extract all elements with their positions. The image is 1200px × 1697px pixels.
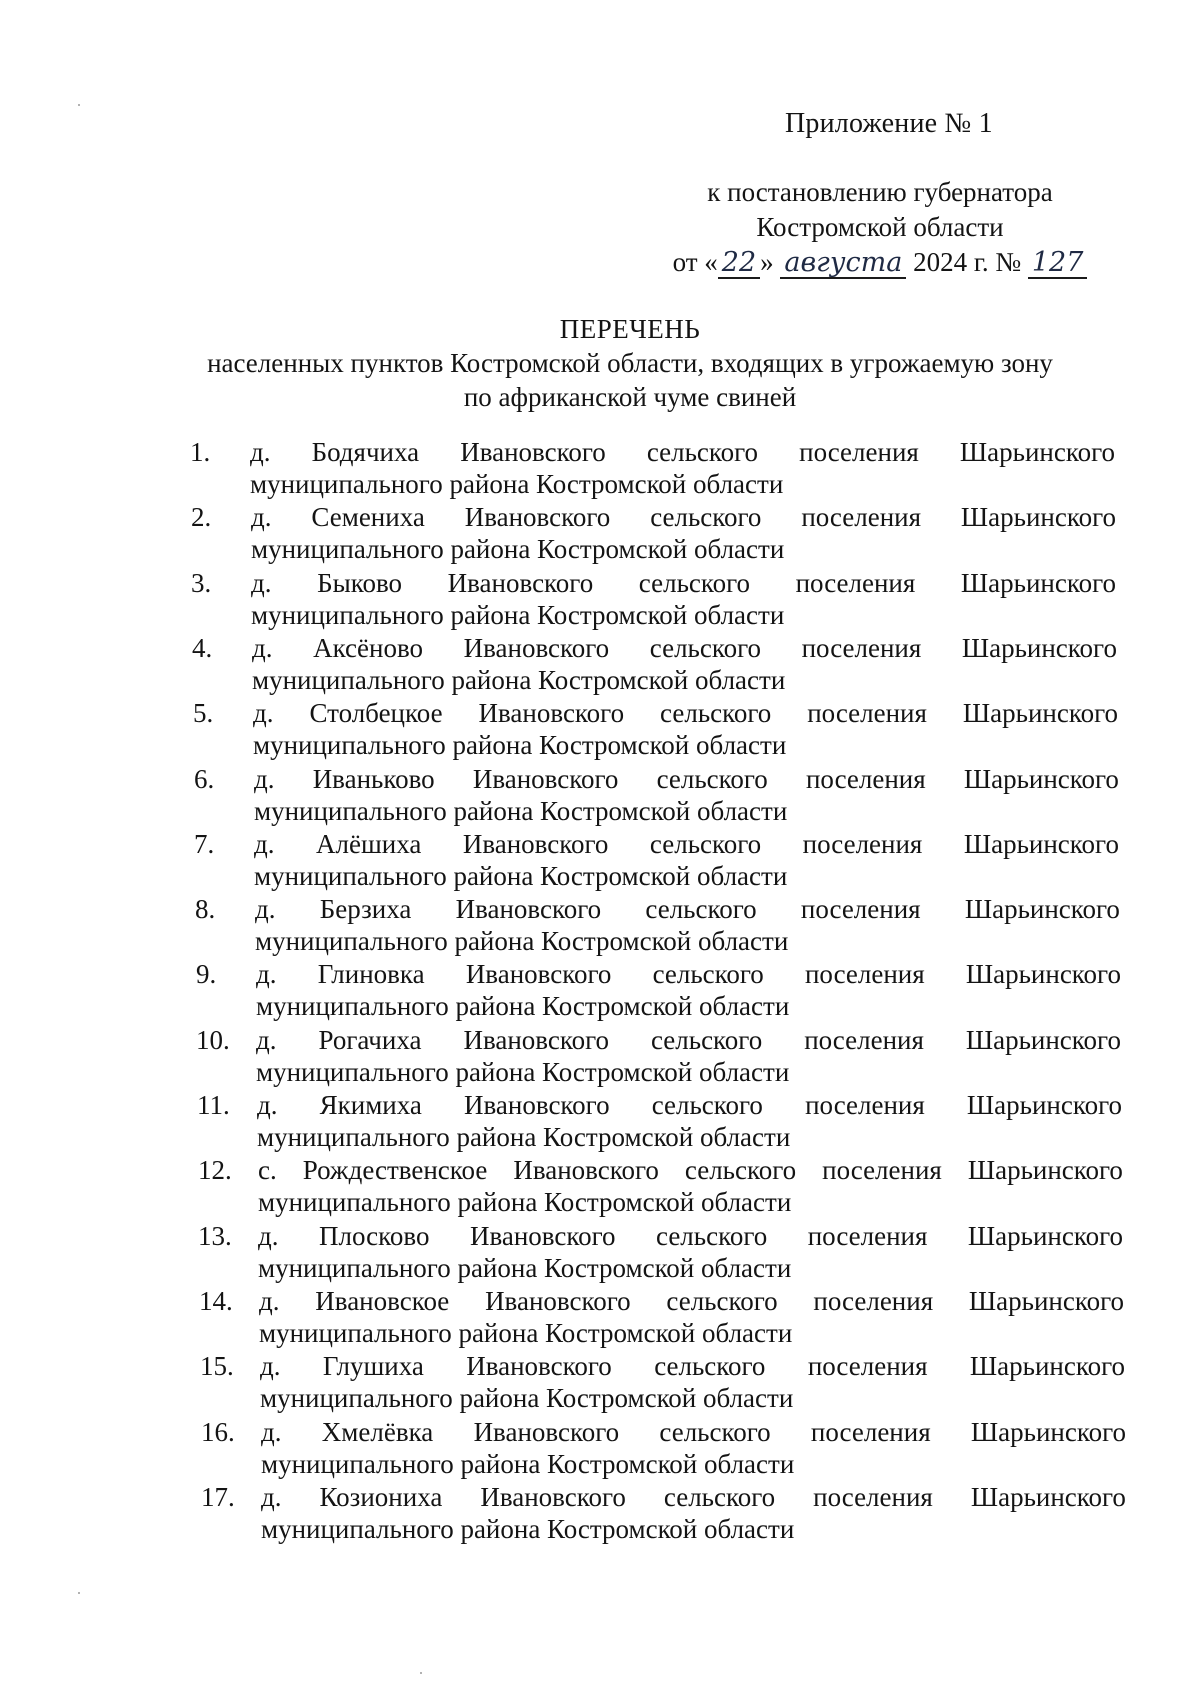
word: д. (257, 1090, 278, 1120)
word: поселения (804, 1025, 924, 1055)
list-item-text-line-2: муниципального района Костромской области (256, 1057, 790, 1087)
list-item-text-line-1 (250, 436, 1115, 469)
word: Глушиха (322, 1351, 424, 1381)
word: Шарьинского (966, 1090, 1122, 1120)
word: Аксёново (313, 633, 424, 663)
word: поселения (807, 698, 927, 728)
word: д. (251, 568, 272, 598)
word: Якимиха (319, 1090, 422, 1120)
word: Шарьинского (964, 894, 1120, 924)
list-item-text-line-1 (252, 632, 1117, 665)
word: Шарьинского (963, 829, 1119, 859)
list-item-text-line-2: муниципального района Костромской области (250, 469, 784, 499)
word: Шарьинского (969, 1351, 1125, 1381)
word: Рождественское (302, 1155, 488, 1185)
word: Шарьинского (959, 437, 1115, 467)
word: поселения (805, 1090, 925, 1120)
list-item-number: 14. (199, 1286, 233, 1316)
scan-artifact (78, 1592, 80, 1594)
word: Козиониха (319, 1482, 443, 1512)
date-day-handwritten: 22 (718, 249, 760, 279)
word: поселения (810, 1417, 931, 1447)
word: Ивановского (463, 1025, 609, 1055)
word: поселения (813, 1286, 934, 1316)
list-item-text-line-2: муниципального района Костромской области (259, 1318, 793, 1348)
word: поселения (804, 959, 925, 989)
word: сельского (684, 1155, 797, 1185)
word: Шарьинского (970, 1417, 1126, 1447)
word: д. (256, 1025, 277, 1055)
list-item-number: 17. (201, 1482, 235, 1512)
word: сельского (650, 1025, 763, 1055)
word: Бодячиха (311, 437, 420, 467)
list-item-number: 16. (201, 1417, 235, 1447)
scan-artifact (78, 104, 80, 106)
list-item-text-line-1 (259, 1285, 1124, 1318)
date-prefix: от « (672, 247, 718, 277)
list-item-text-line-1 (253, 697, 1118, 730)
resolution-reference (660, 175, 1100, 280)
word: д. (260, 1351, 281, 1381)
word: поселения (807, 1351, 928, 1381)
list-item-text-line-1 (254, 828, 1119, 861)
word: Ивановского (469, 1221, 616, 1251)
word: д. (254, 764, 275, 794)
word: д. (253, 698, 274, 728)
word: Иваньково (312, 764, 435, 794)
word: д. (259, 1286, 280, 1316)
list-item-number: 3. (191, 568, 212, 598)
resolution-line-2: Костромской области (756, 212, 1004, 242)
word: Быково (317, 568, 403, 598)
word: Ивановского (447, 568, 594, 598)
word: Ивановского (513, 1155, 659, 1185)
list-item-text-line-1 (260, 1350, 1125, 1383)
word: Шарьинского (960, 568, 1116, 598)
word: сельского (656, 764, 768, 794)
word: д. (254, 829, 275, 859)
list-item-number: 13. (198, 1221, 232, 1251)
word: Ивановского (464, 1090, 610, 1120)
list-title: ПЕРЕЧЕНЬ (559, 314, 701, 344)
list-item-text-line-1 (261, 1416, 1126, 1449)
word: Хмелёвка (321, 1417, 434, 1447)
word: сельского (666, 1286, 778, 1316)
word: сельского (638, 568, 751, 598)
word: поселения (813, 1482, 933, 1512)
word: Ивановского (466, 1351, 612, 1381)
word: Глиновка (317, 959, 425, 989)
list-item-text-line-2: муниципального района Костромской области (254, 861, 788, 891)
list-item-text-line-1 (258, 1154, 1123, 1187)
word: сельского (646, 437, 759, 467)
word: д. (252, 633, 273, 663)
word: поселения (805, 764, 926, 794)
list-item-number: 4. (192, 633, 213, 663)
word: д. (256, 959, 277, 989)
list-item-text-line-1 (256, 1024, 1121, 1057)
list-item-number: 6. (194, 764, 215, 794)
word: сельского (650, 502, 762, 532)
word: Столбецкое (309, 698, 443, 728)
list-item-text-line-2: муниципального района Костромской области (261, 1449, 795, 1479)
resolution-date-line (660, 245, 1100, 280)
word: с. (258, 1155, 277, 1185)
word: Ивановского (485, 1286, 631, 1316)
word: Семениха (311, 502, 425, 532)
list-item-text-line-1 (255, 893, 1120, 926)
list-item-number: 1. (190, 437, 211, 467)
word: Ивановского (473, 1417, 620, 1447)
word: поселения (795, 568, 916, 598)
list-item-number: 2. (191, 502, 212, 532)
word: д. (261, 1417, 282, 1447)
list-item-number: 9. (196, 959, 217, 989)
word: Берзиха (319, 894, 412, 924)
list-item-text-line-2: муниципального района Костромской области (254, 796, 788, 826)
word: поселения (807, 1221, 928, 1251)
date-month-handwritten: августа (780, 249, 906, 279)
word: Шарьинского (965, 959, 1121, 989)
appendix-title: Приложение № 1 (785, 108, 993, 139)
word: Ивановского (465, 959, 612, 989)
word: д. (255, 894, 276, 924)
word: поселения (801, 502, 922, 532)
word: Шарьинского (967, 1155, 1123, 1185)
word: Ивановского (462, 829, 609, 859)
list-item-number: 7. (194, 829, 215, 859)
word: Ивановского (460, 437, 606, 467)
list-item-text-line-2: муниципального района Костромской области (257, 1122, 791, 1152)
word: сельского (651, 1090, 763, 1120)
list-item-text-line-2: муниципального района Костромской области (260, 1383, 794, 1413)
word: Шарьинского (968, 1286, 1124, 1316)
list-item-text-line-1 (251, 567, 1116, 600)
word: д. (251, 502, 272, 532)
list-item-text-line-1 (256, 958, 1121, 991)
word: Ивановское (315, 1286, 450, 1316)
word: сельского (649, 633, 761, 663)
word: поселения (802, 829, 923, 859)
list-item-number: 11. (197, 1090, 230, 1120)
list-item-number: 12. (198, 1155, 232, 1185)
word: д. (261, 1482, 282, 1512)
list-item-text-line-2: муниципального района Костромской области (252, 665, 786, 695)
list-subtitle-line-1: населенных пунктов Костромской области, входящих в угрожаемую зону (207, 348, 1053, 378)
word: сельского (654, 1351, 766, 1381)
list-item-text-line-2: муниципального района Костромской области (251, 600, 785, 630)
word: Шарьинского (960, 502, 1116, 532)
list-item-text-line-2: муниципального района Костромской области (255, 926, 789, 956)
word: сельского (659, 1417, 771, 1447)
scan-artifact (420, 1672, 422, 1674)
word: сельского (645, 894, 757, 924)
word: Ивановского (455, 894, 602, 924)
word: сельского (649, 829, 762, 859)
word: поселения (801, 633, 922, 663)
word: Плосково (319, 1221, 430, 1251)
word: Ивановского (480, 1482, 626, 1512)
list-item-text-line-2: муниципального района Костромской области (256, 991, 790, 1021)
word: Шарьинского (965, 1025, 1121, 1055)
list-item-number: 8. (195, 894, 216, 924)
list-item-number: 10. (196, 1025, 230, 1055)
resolution-number-handwritten: 127 (1028, 249, 1088, 279)
list-item-number: 15. (200, 1351, 234, 1381)
list-item-text-line-2: муниципального района Костромской области (258, 1187, 792, 1217)
resolution-line-1: к постановлению губернатора (707, 177, 1053, 207)
word: Шарьинского (962, 698, 1118, 728)
date-mid: » (760, 247, 774, 277)
word: сельского (660, 698, 772, 728)
list-item-text-line-1 (257, 1089, 1122, 1122)
word: д. (258, 1221, 279, 1251)
word: сельского (652, 959, 764, 989)
word: Ивановского (472, 764, 619, 794)
word: Шарьинского (970, 1482, 1126, 1512)
word: д. (250, 437, 271, 467)
list-subtitle-line-2: по африканской чуме свиней (463, 382, 797, 412)
list-item-text-line-1 (261, 1481, 1126, 1514)
list-item-text-line-2: муниципального района Костромской области (258, 1253, 792, 1283)
word: Шарьинского (967, 1221, 1123, 1251)
list-item-text-line-1 (254, 763, 1119, 796)
word: Ивановского (464, 502, 611, 532)
list-item-text-line-1 (258, 1220, 1123, 1253)
word: Алёшиха (316, 829, 422, 859)
word: Шарьинского (963, 764, 1119, 794)
list-item-number: 5. (193, 698, 214, 728)
list-item-text-line-2: муниципального района Костромской области (253, 730, 787, 760)
word: сельского (663, 1482, 776, 1512)
word: Ивановского (478, 698, 625, 728)
word: поселения (822, 1155, 942, 1185)
word: сельского (656, 1221, 768, 1251)
list-item-text-line-2: муниципального района Костромской области (251, 534, 785, 564)
list-item-text-line-2: муниципального района Костромской области (261, 1514, 795, 1544)
word: Ивановского (463, 633, 610, 663)
date-year: 2024 г. № (913, 247, 1022, 277)
word: Шарьинского (961, 633, 1117, 663)
word: поселения (799, 437, 919, 467)
list-item-text-line-1 (251, 501, 1116, 534)
word: Рогачиха (318, 1025, 422, 1055)
word: поселения (800, 894, 921, 924)
